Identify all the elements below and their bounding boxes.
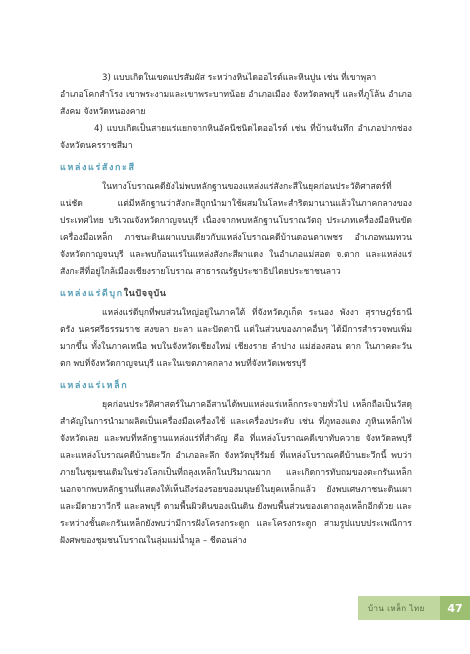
section-body-iron: ยุคก่อนประวัติศาสตร์ในภาคอีสานได้พบแหล่งแร่เหล็กกระจายทั่วไป เหล็กถือเป็นวัสดุสำคัญในการนำมาผลิตเป็นเครื่องมือเครื่องใช้ และเครื่องประดับ เช่น ที่ภูทองแดง ภูหินเหล็กไฟ จังหวัดเลย และพบที่หลักฐานแหล่งแร่ที่สำคัญ คือ ที่แหล่งโบราณคดีเขาทับควาย จังหวัดลพบุรี และแหล่งโบราณคดีบ้านยะวึก อำเภอละลึก จังหวัดบุรีรัมย์ ที่แหล่งโบราณคดีบ้านยะวึกนี้ พบว่า ภายในชุมชนเดิมในช่วงโลกเป็นที่ถลุงเหล็กในปริมาณมาก และเกิดการทับถมของตะกรันเหล็ก นอกจากพบหลักฐานที่แสดงให้เห็นถึงร่องรอยของมนุษย์ในยุคเหล็กแล้ว ยังพบเศษภาชนะดินเผาและมีดายวาวีกรี และลพบุรี ตามพื้นผิวดินของเนินดิน ยังพบพื้นส่วนของเตาถลุงเหล็กอีกด้วย และระหว่างชั้นตะกรันเหล็กยังพบว่ามีการฝังโครงกระดูก และโครงกระดูก สามรูปแบบประเพณีการฝังศพของชุมชนโบราณในลุ่มแม่น้ำมูล – ชีตอนล่าง <box>60 400 412 546</box>
list-item-3-body: อำเภอโคกสำโรง เขาพระงามและเขาพระบาทน้อย อำเภอเมือง จังหวัดลพบุรี และที่ภูโล้น อำเภอสังคม จังหวัดหนองคาย <box>60 90 412 117</box>
section-heading-iron <box>60 379 412 394</box>
page-content <box>60 70 412 550</box>
section-body-zinc: ในทางโบราณคดียังไม่พบหลักฐานของแหล่งแร่สังกะสีในยุคก่อนประวัติศาสตร์ที่แน่ชัด แต่มีหลักฐานว่าสังกะสีถูกนำมาใช้ผสมในโลหะสำริดมานานแล้วในภาคกลางของประเทศไทย บริเวณจังหวัดกาญจนบุรี เนื่องจากพบหลักฐานโบราณวัตถุ ประเภทเครื่องมือหินขัด เครื่องมือเหล็ก ภาชนะดินเผาแบบเดียวกับแหล่งโบราณคดีบ้านดอนตาเพชร อำเภอพนมทวน จังหวัดกาญจนบุรี และพบก้อนแร่ในแหล่งสังกะสีผาแดง ในอำเภอแม่สอด จ.ตาก และแหล่งแร่สังกะสีที่อยู่ใกล้เมืองเชียงรายโบราณ สาธารณรัฐประชาธิปไตยประชาชนลาว <box>60 182 412 277</box>
section-heading-zinc <box>60 161 412 176</box>
section-heading-tin <box>60 287 412 302</box>
section-heading-tin-tail: ในปัจจุบัน <box>123 289 167 299</box>
section-heading-zinc-text: แหล่งแร่สังกะสี <box>60 163 136 173</box>
section-body-tin: แหล่งแร่ดีบุกที่พบส่วนใหญ่อยู่ในภาคใต้ ที่จังหวัดภูเก็ต ระนอง พังงา สุราษฎร์ธานี ตรัง นครศรีธรรมราช สงขลา ยะลา และปัตตานี แต่ในส่วนของภาคอื่นๆ ได้มีการสำรวจพบเพิ่มมากขึ้น ทั้งในภาคเหนือ พบในจังหวัดเชียงใหม่ เชียงราย ลำปาง แม่ฮ่องสอน ตาก ในภาคตะวันตก พบที่จังหวัดกาญจนบุรี และในเขตภาคกลาง พบที่จังหวัดเพชรบุรี <box>60 308 412 369</box>
page-number: 47 <box>440 596 470 620</box>
list-item-4: 4) แบบเกิดเป็นสายแร่แยกจากหินอัคนีชนิดไดออไรต์ เช่น ที่บ้านจันทึก อำเภอปากช่อง จังหวัดนครราชสีมา <box>60 124 412 151</box>
section-heading-tin-text: แหล่งแร่ดีบุก <box>60 289 124 299</box>
footer-book-title: บ้าน เหล็ก ไทย <box>368 603 425 613</box>
section-heading-iron-text: แหล่งแร่เหล็ก <box>60 381 129 391</box>
page-footer-tab <box>358 596 470 620</box>
list-item-3-line1: 3) แบบเกิดในเขตแปรสัมผัส ระหว่างหินไดออไรต์และหินปูน เช่น ที่เขาพุลา <box>102 73 377 83</box>
